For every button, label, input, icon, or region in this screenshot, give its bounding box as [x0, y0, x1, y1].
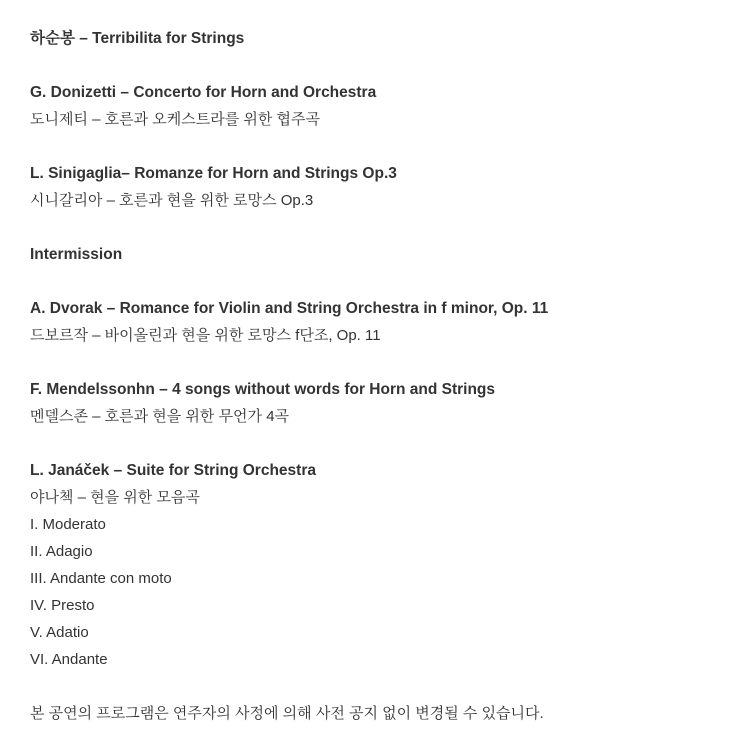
movement-item: VI. Andante	[30, 651, 108, 668]
piece-korean-sinigaglia: 시니갈리아 – 호른과 현을 위한 로망스 Op.3	[30, 192, 314, 209]
movement-item: III. Andante con moto	[30, 570, 172, 587]
piece-korean-mendelssohn: 멘델스존 – 호른과 현을 위한 무언가 4곡	[30, 408, 290, 425]
piece-title-mendelssohn: F. Mendelssonhn – 4 songs without words for Horn and Strings	[30, 381, 496, 398]
intermission-label: Intermission	[30, 246, 123, 263]
piece-korean-dvorak: 드보르작 – 바이올린과 현을 위한 로망스 f단조, Op. 11	[30, 327, 381, 344]
movement-item: V. Adatio	[30, 624, 89, 641]
piece-title-donizetti: G. Donizetti – Concerto for Horn and Orchestra	[30, 84, 377, 101]
movement-item: IV. Presto	[30, 597, 95, 614]
piece-title-dvorak: A. Dvorak – Romance for Violin and String Orchestra in f minor, Op. 11	[30, 300, 549, 317]
piece-title-haesoonbong: 하순봉 – Terribilita for Strings	[30, 30, 245, 47]
piece-title-sinigaglia: L. Sinigaglia– Romanze for Horn and Strings Op.3	[30, 165, 397, 182]
piece-title-janacek: L. Janáček – Suite for String Orchestra	[30, 462, 316, 479]
program-change-notice: 본 공연의 프로그램은 연주자의 사정에 의해 사전 공지 없이 변경될 수 있습니다.	[30, 705, 544, 722]
movement-item: I. Moderato	[30, 516, 106, 533]
piece-korean-donizetti: 도니제티 – 호른과 오케스트라를 위한 협주곡	[30, 111, 321, 128]
piece-korean-janacek: 야나첵 – 현을 위한 모음곡	[30, 489, 200, 506]
movement-item: II. Adagio	[30, 543, 93, 560]
